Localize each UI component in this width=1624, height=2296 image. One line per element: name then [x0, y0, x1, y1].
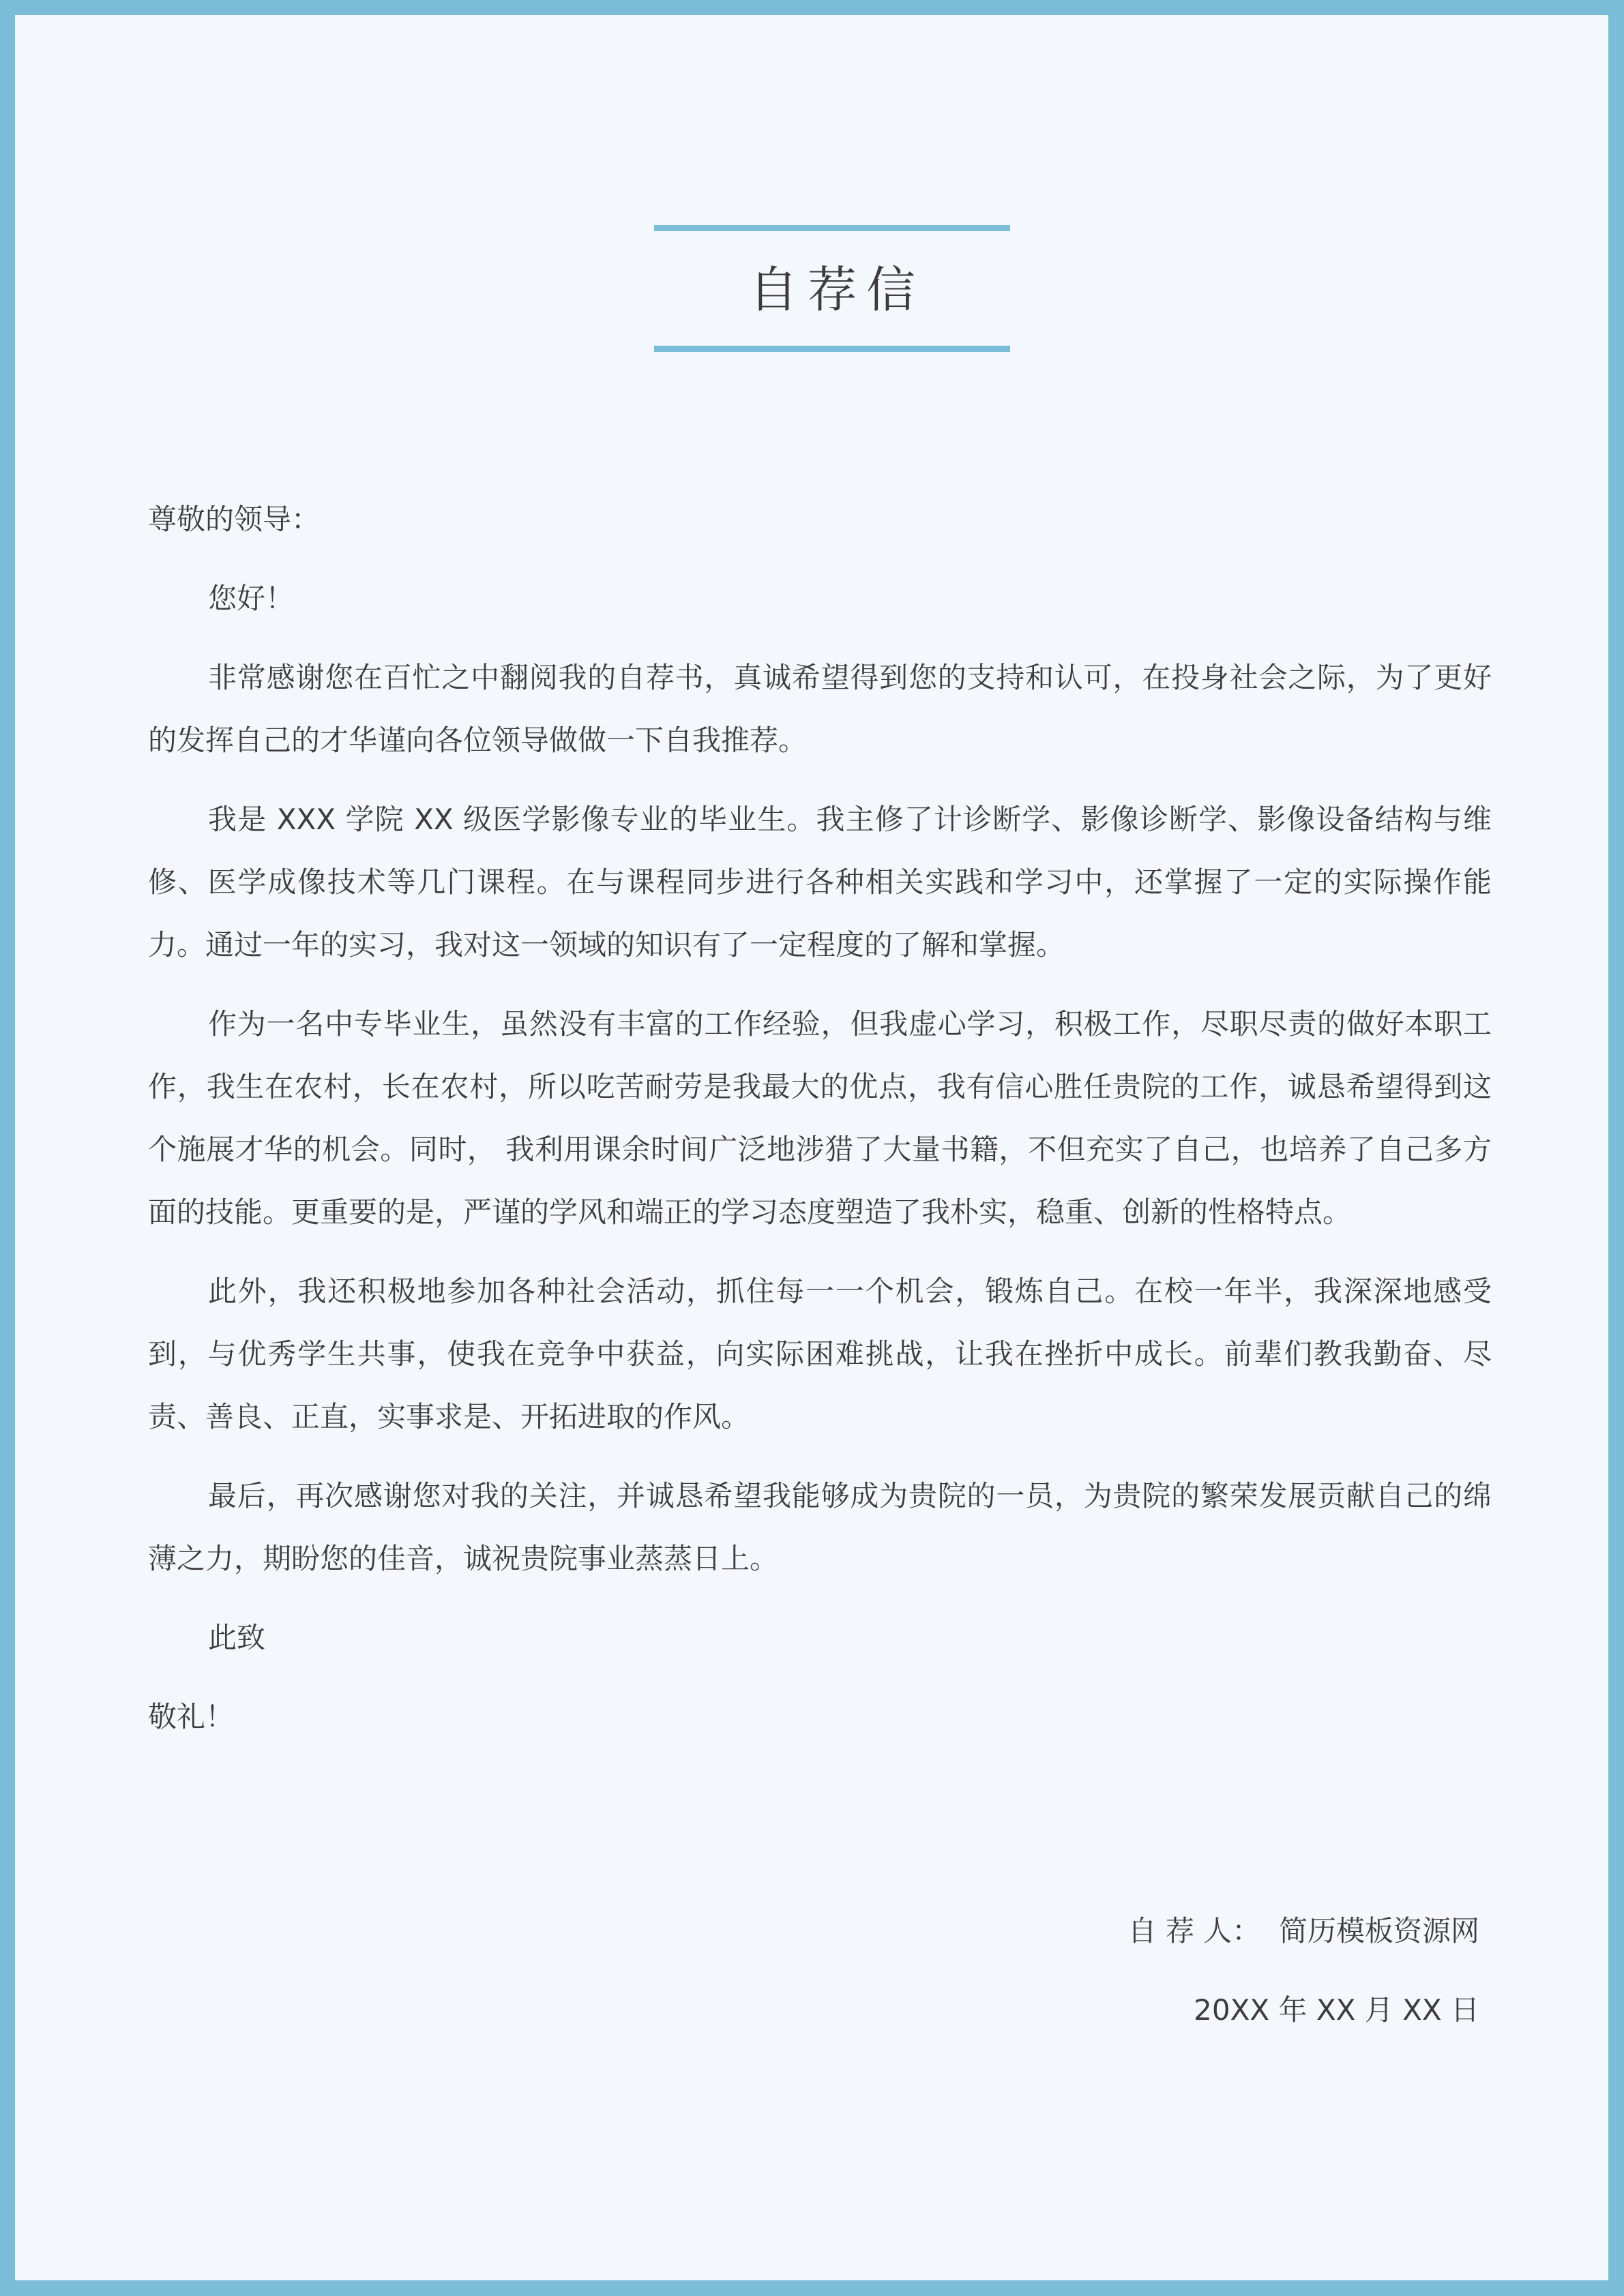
- greeting: 您好！: [208, 582, 295, 615]
- page-title: 自荐信: [748, 261, 925, 318]
- title-block: [654, 225, 1010, 355]
- title-bottom-rule: [654, 346, 1010, 352]
- signature-date: 20XX 年 XX 月 XX 日: [1194, 1993, 1479, 2027]
- salutation: 尊敬的领导：: [148, 503, 321, 536]
- paragraph-intro: 非常感谢您在百忙之中翻阅我的自荐书，真诚希望得到您的支持和认可，在投身社会之际，为了更好的发挥自己的才华谨向各位领导做做一下自我推荐。: [148, 661, 1492, 757]
- signature-block: [1128, 1892, 1479, 2050]
- title-top-rule: [654, 225, 1010, 231]
- closing-phrase: 此致: [208, 1621, 266, 1654]
- closing-salute: 敬礼！: [148, 1700, 235, 1733]
- paragraph-character: 作为一名中专毕业生，虽然没有丰富的工作经验，但我虚心学习，积极工作，尽职尽责的做好本职工作，我生在农村，长在农村，所以吃苦耐劳是我最大的优点，我有信心胜任贵院的工作，诚恳希望得到这个施展才华的机会。同时， 我利用课余时间广泛地涉猎了大量书籍，不但充实了自己，也培养了自己多方面的技能。更重要的是，严谨的学风和端正的学习态度塑造了我朴实，稳重、创新的性格特点。: [148, 1007, 1492, 1229]
- paragraph-education: 我是 XXX 学院 XX 级医学影像专业的毕业生。我主修了计诊断学、影像诊断学、影像设备结构与维修、医学成像技术等几门课程。在与课程同步进行各种相关实践和学习中，还掌握了一定的实际操作能力。通过一年的实习，我对这一领域的知识有了一定程度的了解和掌握。: [148, 803, 1492, 961]
- letter-page: [15, 15, 1608, 2280]
- paragraph-closing: 最后，再次感谢您对我的关注，并诚恳希望我能够成为贵院的一员，为贵院的繁荣发展贡献自己的绵薄之力，期盼您的佳音，诚祝贵院事业蒸蒸日上。: [148, 1479, 1492, 1575]
- paragraph-activities: 此外，我还积极地参加各种社会活动，抓住每一一个机会，锻炼自己。在校一年半，我深深地感受到，与优秀学生共事，使我在竞争中获益，向实际困难挑战，让我在挫折中成长。前辈们教我勤奋、尽责、善良、正直，实事求是、开拓进取的作风。: [148, 1274, 1492, 1433]
- letter-body: [148, 488, 1492, 1765]
- signature-name: 自 荐 人： 简历模板资源网: [1127, 1914, 1479, 1948]
